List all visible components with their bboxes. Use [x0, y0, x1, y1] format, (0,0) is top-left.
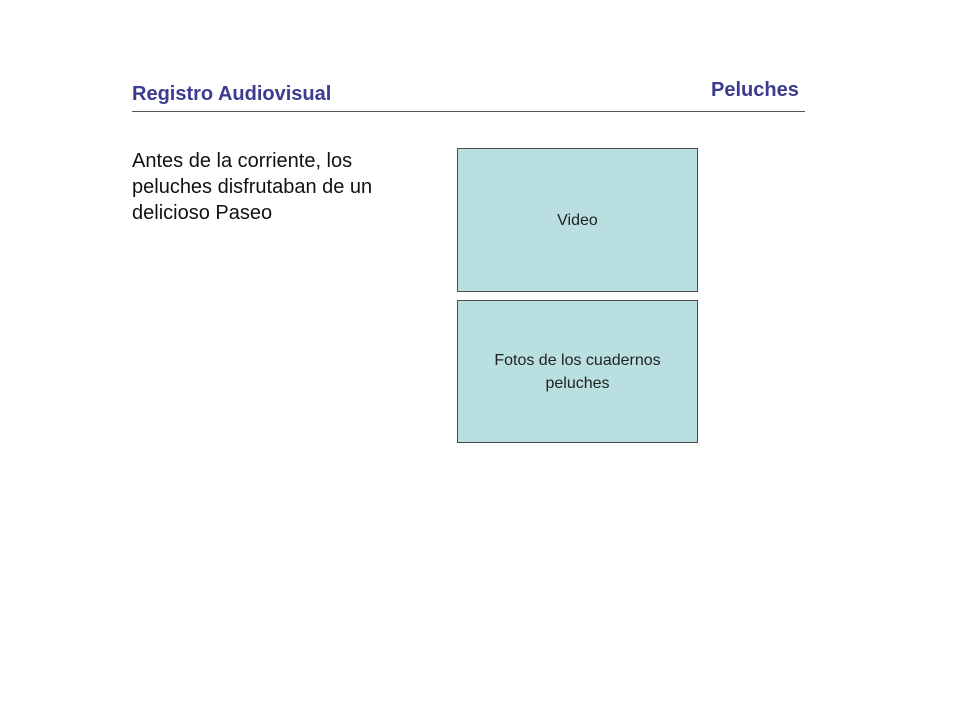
description-text: Antes de la corriente, los peluches disfrutaban de un delicioso Paseo — [132, 150, 373, 224]
header-divider — [132, 111, 805, 112]
section-title: Registro Audiovisual — [132, 83, 332, 105]
photos-placeholder-label: Fotos de los cuadernos peluches — [494, 351, 661, 392]
photos-placeholder — [457, 300, 698, 443]
video-placeholder-label: Video — [557, 211, 598, 229]
topic-title: Peluches — [711, 79, 799, 101]
video-placeholder — [457, 148, 698, 292]
